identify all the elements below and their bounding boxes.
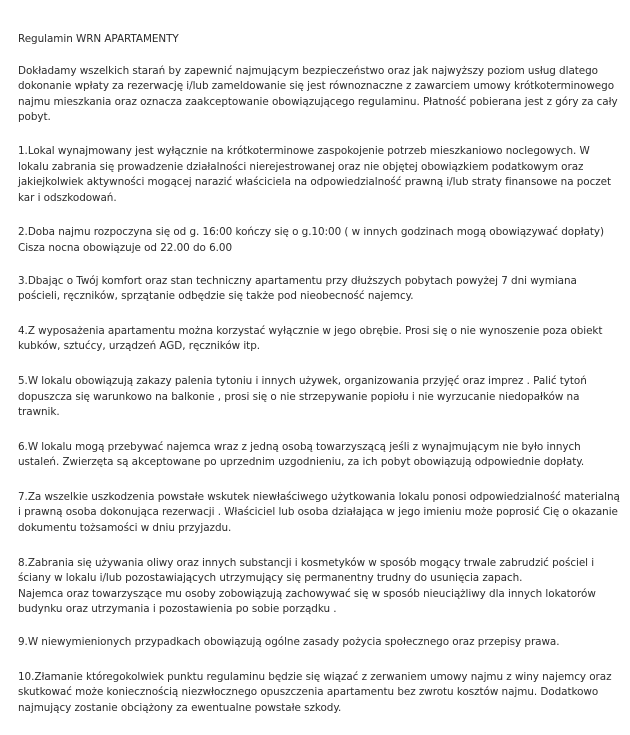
rule-2 [18,225,622,256]
document-title: Regulamin WRN APARTAMENTY [18,33,179,45]
rule-8-line-2: Najemca oraz towarzyszące mu osoby zobowiązują zachowywać się w sposób nieuciążliwy dla innych lokatorów budynku oraz utrzymania i pozostawienia po sobie porządku . [18,587,596,616]
rule-10: 10.Złamanie któregokolwiek punktu regulaminu będzie się wiązać z zerwaniem umowy najmu z winy najemcy oraz skutkować może koniecznością niezwłocznego opuszczenia apartamentu bez zwrotu kosztów najmu. Dodatkowo najmujący zostanie obciążony za ewentualne powstałe szkody. [18,670,612,714]
rule-7: 7.Za wszelkie uszkodzenia powstałe wskutek niewłaściwego użytkowania lokalu ponosi odpowiedzialność materialną i prawną osoba dokonująca rezerwacji . Właściciel lub osoba działająca w jego imieniu może poprosić Cię o okazanie dokumentu tożsamości w dniu przyjazdu. [18,490,620,535]
rule-8-line-1: 8.Zabrania się używania oliwy oraz innych substancji i kosmetyków w sposób mogący trwale zabrudzić pościel i ściany w lokalu i/lub pozostawiających utrzymujący się permanentny trudny do usunięcia zapach. [18,556,595,585]
rule-1: 1.Lokal wynajmowany jest wyłącznie na krótkoterminowe zaspokojenie potrzeb mieszkaniowo noclegowych. W lokalu zabrania się prowadzenie działalności nierejestrowanej oraz nie objętej obowiązkiem podatkowym oraz jakiejkolwiek aktywności mogącej narazić właściciela na odpowiedzialność prawną i/lub straty finansowe na poczet kar i odszkodowań. [18,144,612,204]
rule-2-line-2: Cisza nocna obowiązuje od 22.00 do 6.00 [18,241,233,254]
rule-2-line-1: 2.Doba najmu rozpoczyna się od g. 16:00 kończy się o g.10:00 ( w innych godzinach mogą obowiązywać dopłaty) [18,226,604,239]
rule-6: 6.W lokalu mogą przebywać najemca wraz z jedną osobą towarzyszącą jeśli z wynajmującym nie było innych ustaleń. Zwierzęta są akceptowane po uprzednim uzgodnieniu, za ich pobyt obowiązują odpowiednie dopłaty. [18,440,585,469]
intro-paragraph: Dokładamy wszelkich starań by zapewnić najmującym bezpieczeństwo oraz jak najwyższy poziom usług dlatego dokonanie wpłaty za rezerwację i/lub zameldowanie się jest równoznaczne z zawarciem umowy krótkoterminowego najmu mieszkania oraz oznacza zaakceptowanie obowiązującego regulaminu. Płatność pobierana jest z góry za cały pobyt. [18,64,618,124]
rule-5: 5.W lokalu obowiązują zakazy palenia tytoniu i innych używek, organizowania przyjęć oraz imprez . Palić tytoń dopuszcza się warunkowo na balkonie , prosi się o nie strzepywanie popiołu i nie wyrzucanie niedopałków na trawnik. [18,374,587,419]
rule-8 [18,556,622,618]
rule-3: 3.Dbając o Twój komfort oraz stan techniczny apartamentu przy dłuższych pobytach powyżej 7 dni wymiana pościeli, ręczników, sprzątanie odbędzie się także pod nieobecność najemcy. [18,274,577,303]
regulations-document [18,32,622,735]
rule-4: 4.Z wyposażenia apartamentu można korzystać wyłącznie w jego obrębie. Prosi się o nie wynoszenie poza obiekt kubków, sztućcy, urządzeń AGD, ręczników itp. [18,324,603,353]
rule-9: 9.W niewymienionych przypadkach obowiązują ogólne zasady pożycia społecznego oraz przepisy prawa. [18,636,560,649]
